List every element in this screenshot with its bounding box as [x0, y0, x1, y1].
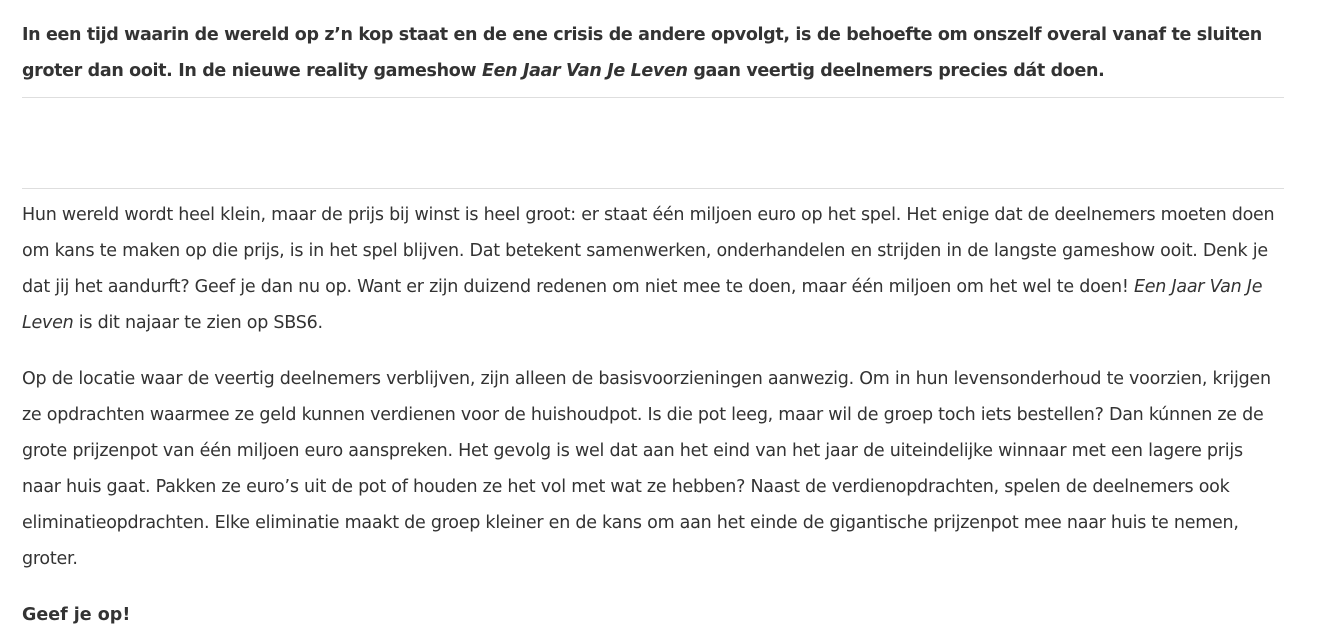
embed-placeholder — [22, 98, 1284, 188]
section-heading: Geef je op! — [22, 605, 131, 625]
divider-bottom — [22, 188, 1284, 189]
show-title-inline: Een Jaar Van Je Leven — [22, 277, 1263, 333]
article-content — [22, 17, 1284, 633]
intro-text-start: In een tijd waarin de wereld op z’n kop staat en de ene crisis de andere opvolgt, is de behoefte om onszelf overal vanaf te sluiten groter dan ooit. In de nieuwe reality gameshow — [22, 25, 1262, 81]
paragraph1-text-end: is dit najaar te zien op SBS6. — [73, 313, 323, 333]
intro-text-end: gaan veertig deelnemers precies dát doen. — [687, 61, 1105, 81]
paragraph1-text-start: Hun wereld wordt heel klein, maar de prijs bij winst is heel groot: er staat één miljoen euro op het spel. Het enige dat de deelnemers moeten doen om kans te maken op die prijs, is in het spel blijven. Dat betekent samenwerken, onderhandelen en strijden in de langste gameshow ooit. Denk je dat jij het aandurft? Geef je dan nu op. Want er zijn duizend redenen om niet mee te doen, maar één miljoen om het wel te doen! — [22, 205, 1275, 297]
body-paragraph-2: Op de locatie waar de veertig deelnemers verblijven, zijn alleen de basisvoorzieningen aanwezig. Om in hun levensonderhoud te voorzien, krijgen ze opdrachten waarmee ze geld kunnen verdienen voor de huishoudpot. Is die pot leeg, maar wil de groep toch iets bestellen? Dan kúnnen ze de grote prijzenpot van één miljoen euro aanspreken. Het gevolg is wel dat aan het eind van het jaar de uiteindelijke winnaar met een lagere prijs naar huis gaat. Pakken ze euro’s uit de pot of houden ze het vol met wat ze hebben? Naast de verdienopdrachten, spelen de deelnemers ook eliminatieopdrachten. Elke eliminatie maakt de groep kleiner en de kans om aan het einde de gigantische prijzenpot mee naar huis te nemen, groter. — [22, 369, 1271, 569]
intro-paragraph — [22, 17, 1284, 89]
show-title: Een Jaar Van Je Leven — [481, 61, 688, 81]
body-paragraph-1 — [22, 197, 1284, 341]
